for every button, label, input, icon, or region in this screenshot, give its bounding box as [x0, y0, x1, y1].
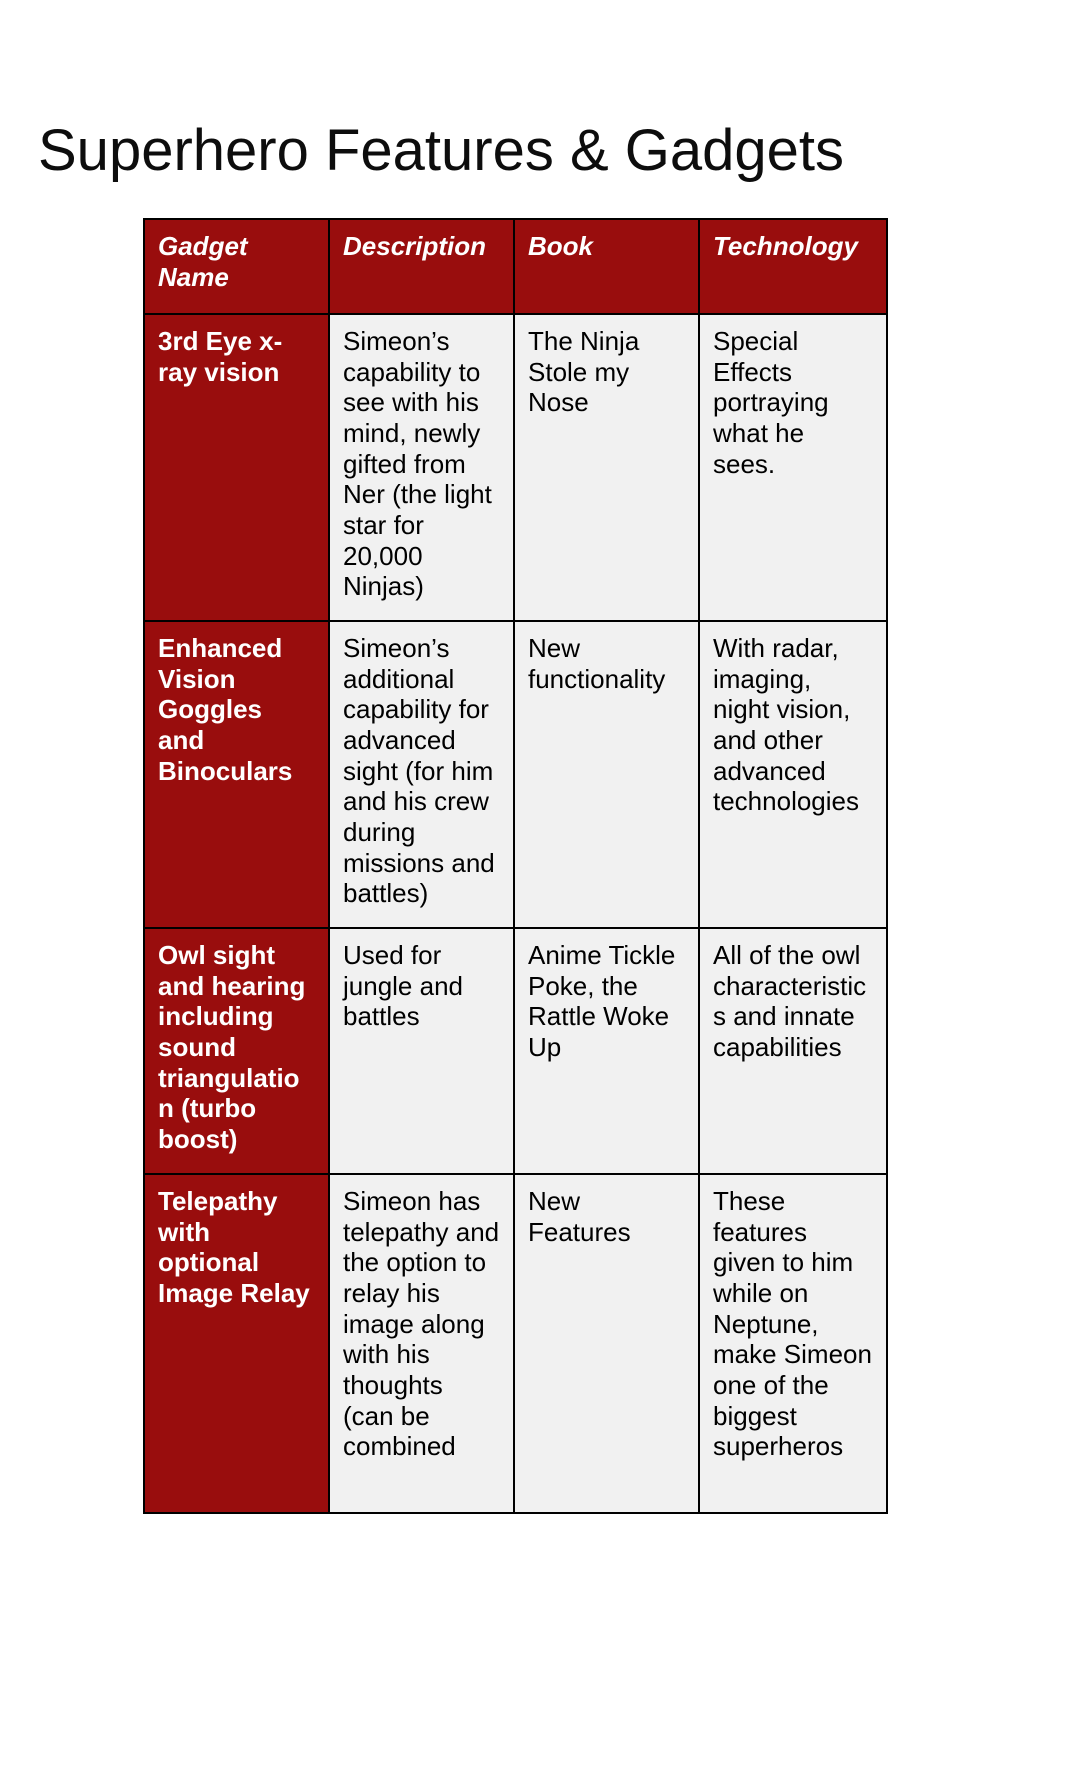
- header-cell-gadget-name: Gadget Name: [144, 219, 329, 314]
- gadget-name-cell: 3rd Eye x-ray vision: [144, 314, 329, 621]
- description-cell: Simeon’s additional capability for advanced sight (for him and his crew during missions and battles): [329, 621, 514, 928]
- technology-cell: These features given to him while on Neptune, make Simeon one of the biggest superheros: [699, 1174, 887, 1513]
- header-cell-book: Book: [514, 219, 699, 314]
- header-cell-technology: Technology: [699, 219, 887, 314]
- technology-cell: All of the owl characteristics and innate capabilities: [699, 928, 887, 1174]
- book-cell: New functionality: [514, 621, 699, 928]
- gadget-name-cell: Enhanced Vision Goggles and Binoculars: [144, 621, 329, 928]
- table-row: [144, 314, 887, 621]
- gadgets-table: [143, 218, 888, 1514]
- page-title: Superhero Features & Gadgets: [38, 117, 845, 183]
- table-header-row: [144, 219, 887, 314]
- gadget-name-cell: Owl sight and hearing including sound triangulation (turbo boost): [144, 928, 329, 1174]
- gadget-name-cell: Telepathy with optional Image Relay: [144, 1174, 329, 1513]
- header-cell-description: Description: [329, 219, 514, 314]
- description-cell: Used for jungle and battles: [329, 928, 514, 1174]
- book-cell: The Ninja Stole my Nose: [514, 314, 699, 621]
- book-cell: New Features: [514, 1174, 699, 1513]
- table-row: [144, 1174, 887, 1513]
- description-cell: Simeon has telepathy and the option to relay his image along with his thoughts (can be combined: [329, 1174, 514, 1513]
- description-cell: Simeon’s capability to see with his mind, newly gifted from Ner (the light star for 20,000 Ninjas): [329, 314, 514, 621]
- table-row: [144, 928, 887, 1174]
- technology-cell: With radar, imaging, night vision, and other advanced technologies: [699, 621, 887, 928]
- book-cell: Anime Tickle Poke, the Rattle Woke Up: [514, 928, 699, 1174]
- table-row: [144, 621, 887, 928]
- technology-cell: Special Effects portraying what he sees.: [699, 314, 887, 621]
